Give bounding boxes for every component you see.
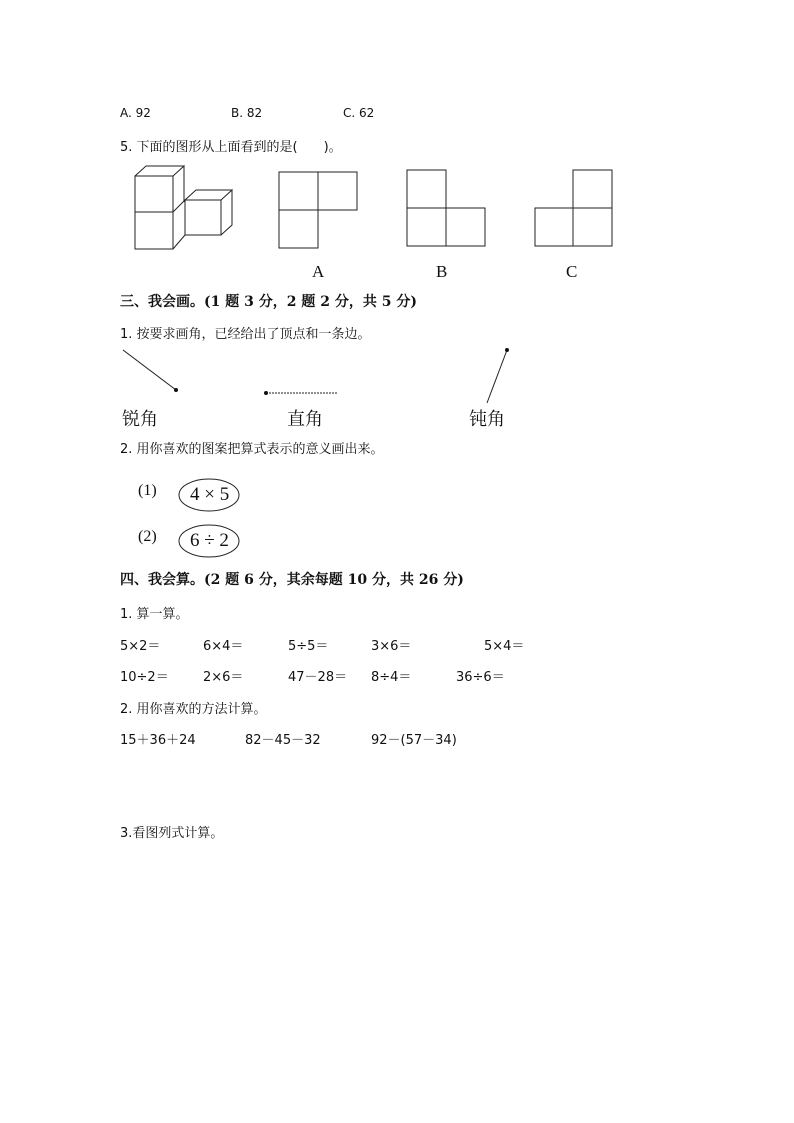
right-angle-vertex bbox=[264, 391, 268, 395]
calc-1-1: 5×2＝ bbox=[120, 639, 161, 654]
acute-angle-label: 锐角 bbox=[122, 409, 158, 430]
section-4-question-1: 1. 算一算。 bbox=[120, 607, 189, 622]
draw-item-2-expression: 6 ÷ 2 bbox=[190, 530, 229, 551]
option-b-figure bbox=[407, 170, 485, 246]
calc-2-4: 8÷4＝ bbox=[371, 670, 412, 685]
calc-1-2: 6×4＝ bbox=[203, 639, 244, 654]
cube-figure bbox=[135, 166, 232, 249]
obtuse-angle-label: 钝角 bbox=[469, 409, 505, 430]
calc-2-2: 2×6＝ bbox=[203, 670, 244, 685]
calc-2-3: 47－28＝ bbox=[288, 670, 348, 685]
obtuse-angle-side bbox=[487, 350, 507, 403]
section-3-question-2: 2. 用你喜欢的图案把算式表示的意义画出来。 bbox=[120, 442, 384, 457]
obtuse-angle-vertex bbox=[505, 348, 509, 352]
calc-1-5: 5×4＝ bbox=[484, 639, 525, 654]
section-3-title: 三、我会画。(1 题 3 分，2 题 2 分，共 5 分) bbox=[120, 294, 417, 310]
option-a: A. 92 bbox=[120, 106, 151, 120]
section-4-question-3: 3.看图列式计算。 bbox=[120, 826, 224, 841]
section-4-question-2: 2. 用你喜欢的方法计算。 bbox=[120, 702, 267, 717]
section-3-question-1: 1. 按要求画角，已经给出了顶点和一条边。 bbox=[120, 327, 371, 342]
draw-item-2-number: (2) bbox=[138, 528, 157, 545]
section-4-title: 四、我会算。(2 题 6 分，其余每题 10 分，共 26 分) bbox=[120, 572, 464, 588]
figure-label-c: C bbox=[566, 262, 578, 281]
acute-angle-side bbox=[123, 350, 176, 390]
figure-label-a: A bbox=[312, 262, 325, 281]
figure-label-b: B bbox=[436, 262, 448, 281]
acute-angle-vertex bbox=[174, 388, 178, 392]
calc-3-2: 82－45－32 bbox=[245, 733, 321, 748]
option-b: B. 82 bbox=[231, 106, 263, 120]
draw-item-1-number: (1) bbox=[138, 482, 157, 499]
option-a-figure bbox=[279, 172, 357, 248]
calc-3-3: 92－(57－34) bbox=[371, 733, 457, 748]
option-c: C. 62 bbox=[343, 106, 375, 120]
question-5-text: 5. 下面的图形从上面看到的是( )。 bbox=[120, 140, 342, 155]
calc-2-5: 36÷6＝ bbox=[456, 670, 505, 685]
calc-1-4: 3×6＝ bbox=[371, 639, 412, 654]
calc-3-1: 15＋36＋24 bbox=[120, 733, 196, 748]
draw-item-1-expression: 4 × 5 bbox=[190, 484, 230, 505]
calc-1-3: 5÷5＝ bbox=[288, 639, 329, 654]
right-angle-label: 直角 bbox=[287, 409, 323, 430]
calc-2-1: 10÷2＝ bbox=[120, 670, 169, 685]
option-c-figure bbox=[535, 170, 612, 246]
